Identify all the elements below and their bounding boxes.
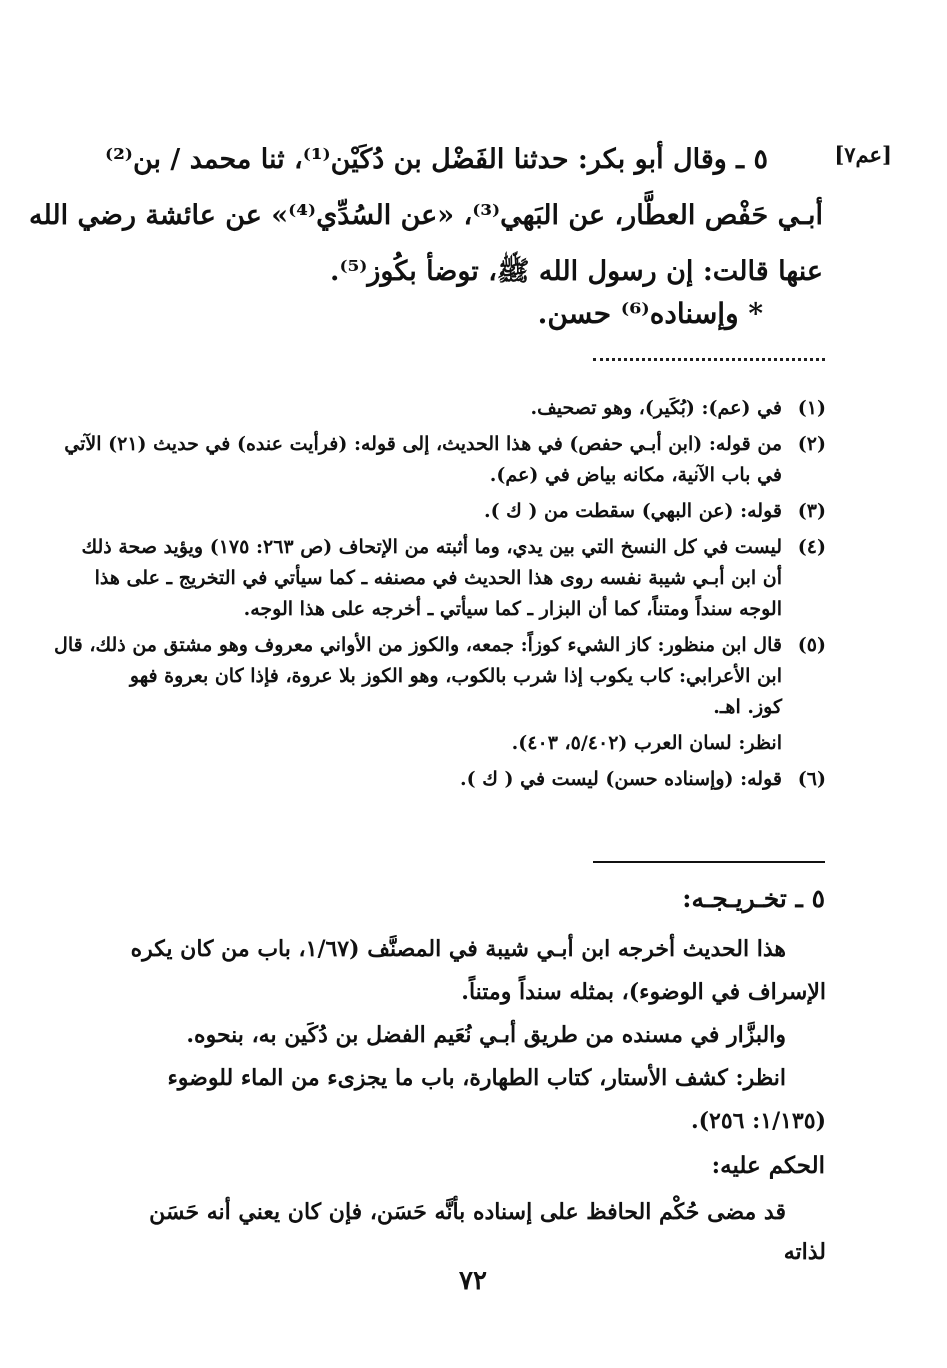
footnote-4: [81, 532, 826, 625]
footnote-line: الوجه سنداً ومتناً، كما أن البزار ـ كما سيأتي ـ أخرجه على هذا الوجه.: [243, 598, 782, 620]
footnote-number: (٣): [797, 500, 826, 522]
footnote-text: [108, 496, 782, 527]
section-divider: [593, 861, 825, 863]
footnote-1: [108, 393, 826, 424]
footnote-text: [81, 532, 782, 625]
margin-reference: [عم٧]: [834, 142, 892, 167]
takhrij-text: [108, 928, 826, 1143]
footnote-number: (٦): [797, 768, 826, 790]
footnotes: [54, 393, 826, 800]
footnote-line: في (عم): (بُكَير)، وهو تصحيف.: [530, 397, 782, 419]
footnote-6: [108, 764, 826, 795]
hadith-text: [28, 132, 823, 300]
takhrij-line: الإسراف في الوضوء)، بمثله سنداً ومتناً.: [461, 979, 826, 1005]
footnote-line: كوز. اهـ.: [713, 696, 782, 718]
footnote-number: (٥): [797, 634, 826, 656]
footnote-line: ابن الأعرابي: كاب يكوب إذا شرب بالكوب، وهو الكوز بلا عروة، فإذا كان بعروة فهو: [129, 665, 782, 687]
takhrij-line: (١/١٣٥: ٢٥٦).: [690, 1108, 826, 1134]
takhrij-line: انظر: كشف الأستار، كتاب الطهارة، باب ما يجزىء من الماء للوضوء: [167, 1065, 786, 1091]
footnote-2: [64, 429, 826, 491]
hukm-line: قد مضى حُكْم الحافظ على إسناده بأنَّه حَسَن، فإن كان يعني أنه حَسَن لذاته: [149, 1199, 826, 1265]
footnote-3: [108, 496, 826, 527]
footnote-text: [64, 429, 782, 491]
takhrij-heading: ٥ ـ تخـريـجـه:: [682, 884, 825, 913]
isnad-grade: * وإسناده⁽⁶⁾ حسن.: [537, 297, 763, 330]
footnote-number: (٢): [797, 433, 826, 455]
footnote-line: قال ابن منظور: كاز الشيء كوزاً: جمعه، والكوز من الأواني معروف وهو مشتق من ذلك، قال: [54, 634, 782, 656]
footnote-text: [108, 393, 782, 424]
footnote-line: قوله: (عن البهي) سقطت من ( ك ).: [483, 500, 782, 522]
footnote-line: قوله: (وإسناده حسن) ليست في ( ك ).: [460, 768, 782, 790]
hukm-heading: الحكم عليه:: [711, 1152, 825, 1179]
footnote-number: (١): [797, 397, 826, 419]
hadith-line-3: عنها قالت: إن رسول الله ﷺ، توضأ بكُوز⁽⁵⁾.: [330, 256, 823, 287]
takhrij-line: والبزَّار في مسنده من طريق أبـي نُعَيم الفضل بن دُكَين به، بنحوه.: [186, 1022, 786, 1048]
footnote-text: [108, 764, 782, 795]
hadith-line-1: ٥ ـ وقال أبو بكر: حدثنا الفَضْل بن دُكَيْن⁽¹⁾، ثنا محمد / بن⁽²⁾: [105, 144, 768, 175]
footnote-line: أن ابن أبـي شيبة نفسه روى هذا الحديث في مصنفه ـ كما سيأتي في التخريج ـ على هذا: [94, 567, 782, 589]
hukm-text: [108, 1192, 826, 1272]
footnote-line: من قوله: (ابن أبـي حفص) في هذا الحديث، إلى قوله: (فرأيت عنده) في حديث (٢١) الآتي: [64, 433, 782, 455]
footnote-5-reference: انظر: لسان العرب (٥/٤٠٢، ٤٠٣).: [511, 732, 782, 754]
footnote-line: ليست في كل النسخ التي بين يدي، وما أثبته من الإتحاف (ص ٢٦٣: ١٧٥) ويؤيد صحة ذلك: [81, 536, 782, 558]
takhrij-line: هذا الحديث أخرجه ابن أبـي شيبة في المصنَّف (١/٦٧، باب من كان يكره: [130, 936, 786, 962]
footnote-5: [54, 630, 826, 723]
page-number: ٧٢: [459, 1266, 487, 1296]
dotted-separator: [593, 358, 825, 361]
footnote-number: (٤): [797, 536, 826, 558]
footnote-text: [54, 630, 782, 723]
footnote-line: في باب الآنية، مكانه بياض في (عم).: [489, 464, 782, 486]
hadith-line-2: أبـي حَفْص العطَّار، عن البَهي⁽³⁾، «عن السُدِّي⁽⁴⁾» عن عائشة رضي الله: [28, 200, 823, 231]
